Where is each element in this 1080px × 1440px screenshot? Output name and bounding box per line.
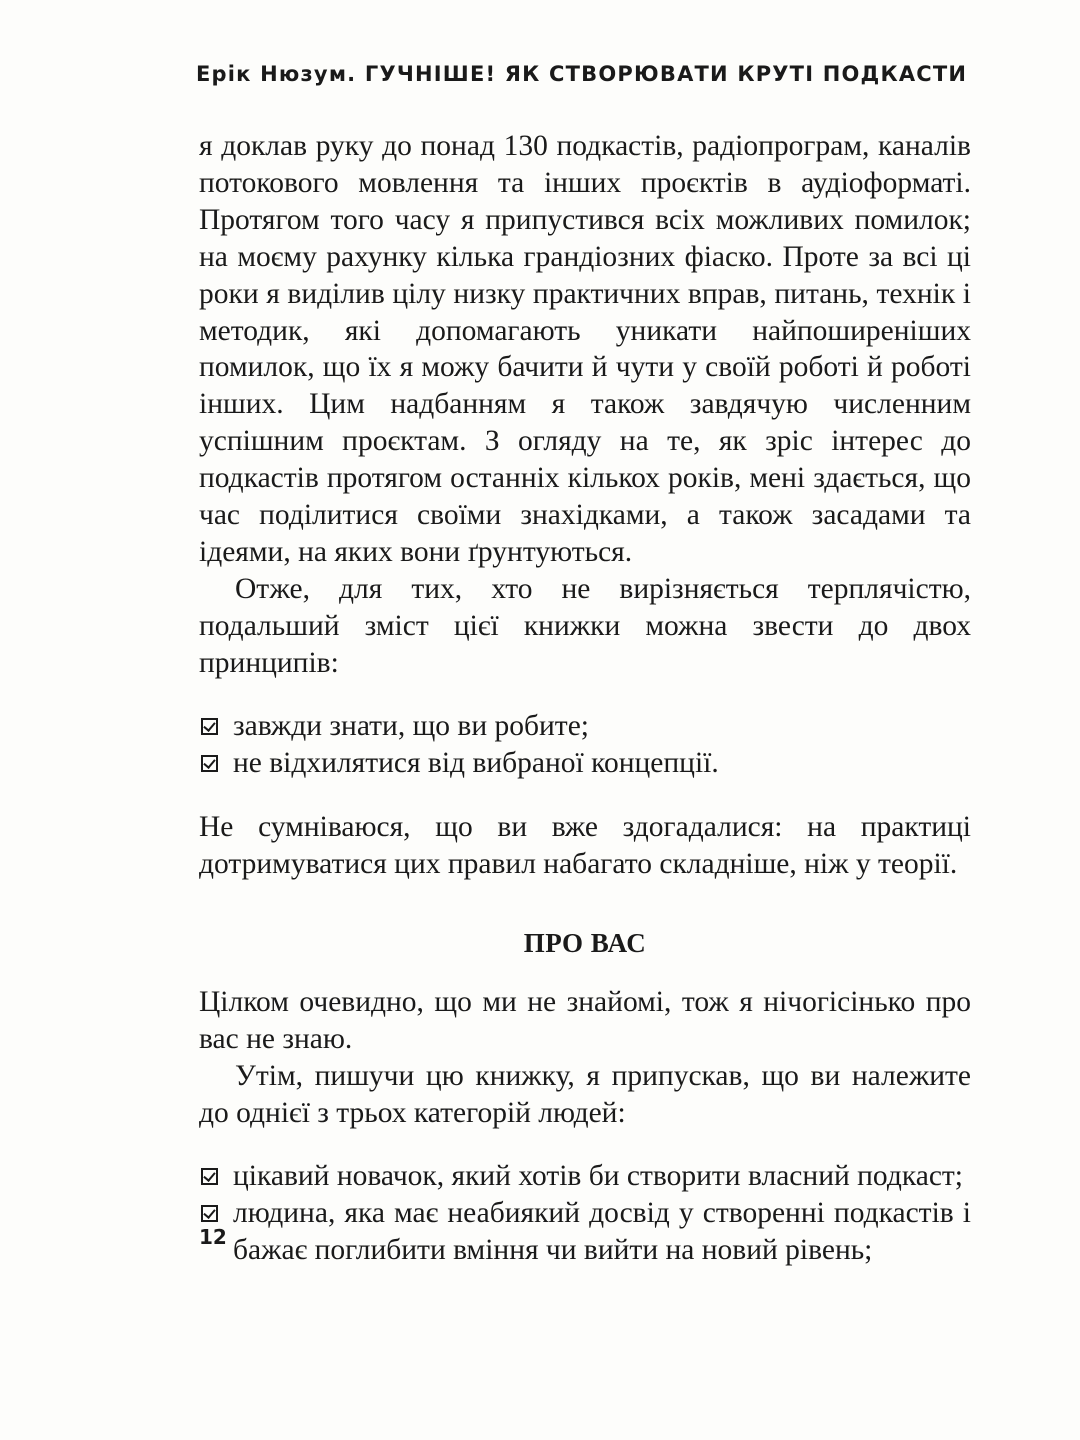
list-item [199, 708, 971, 745]
paragraph-after-principles: Не сумніваюся, що ви вже здогадалися: на практиці дотримуватися цих правил набагато складніше, ніж у теорії. [199, 811, 971, 881]
page-number: 12 [199, 1225, 227, 1249]
paragraph-categories-intro: Утім, пишучи цю книжку, я припускав, що ви належите до однієї з трьох категорій людей: [199, 1059, 971, 1129]
principles-list [199, 708, 971, 782]
section-heading: ПРО ВАС [523, 928, 647, 959]
paragraph-about-reader: Цілком очевидно, що ми не знайомі, тож я нічогісінько про вас не знаю. [199, 986, 971, 1056]
categories-list [199, 1158, 971, 1269]
list-item-text: завжди знати, що ви робите; [233, 709, 589, 742]
body-text [199, 128, 971, 1296]
checkbox-checked-icon [201, 1168, 218, 1185]
list-item [199, 1195, 971, 1269]
list-item-text: не відхилятися від вибраної концепції. [233, 746, 719, 779]
running-head: Ерік Нюзум. ГУЧНІШЕ! ЯК СТВОРЮВАТИ КРУТІ ПОДКАСТИ [196, 62, 968, 86]
list-item-text: людина, яка має неабиякий досвід у створенні подкастів і бажає поглибити вміння чи вийти на новий рівень; [233, 1196, 971, 1266]
checkbox-checked-icon [201, 1205, 218, 1222]
list-item [199, 745, 971, 782]
checkbox-checked-icon [201, 755, 218, 772]
paragraph-continuation: я доклав руку до понад 130 подкастів, радіопрограм, каналів потокового мовлення та інших проєктів в аудіоформаті. Протягом того часу я припустився всіх можливих помилок; на моєму рахунку кілька грандіозних фіаско. Проте за всі ці роки я виділив цілу низку практичних вправ, питань, технік і методик, які допомагають уникати найпоширеніших помилок, що їх я можу бачити й чути у своїй роботі й роботі інших. Цим надбанням я також завдячую численним успішним проєктам. З огляду на те, як зріс інтерес до подкастів протягом останніх кількох років, мені здається, що час поділитися своїми знахідками, а також засадами та ідеями, на яких вони ґрунтуються. [199, 130, 971, 568]
paragraph-principles-intro: Отже, для тих, хто не вирізняється терплячістю, подальший зміст цієї книжки можна звести до двох принципів: [199, 572, 971, 679]
list-item-text: цікавий новачок, який хотів би створити власний подкаст; [233, 1159, 963, 1192]
list-item [199, 1158, 971, 1195]
checkbox-checked-icon [201, 718, 218, 735]
